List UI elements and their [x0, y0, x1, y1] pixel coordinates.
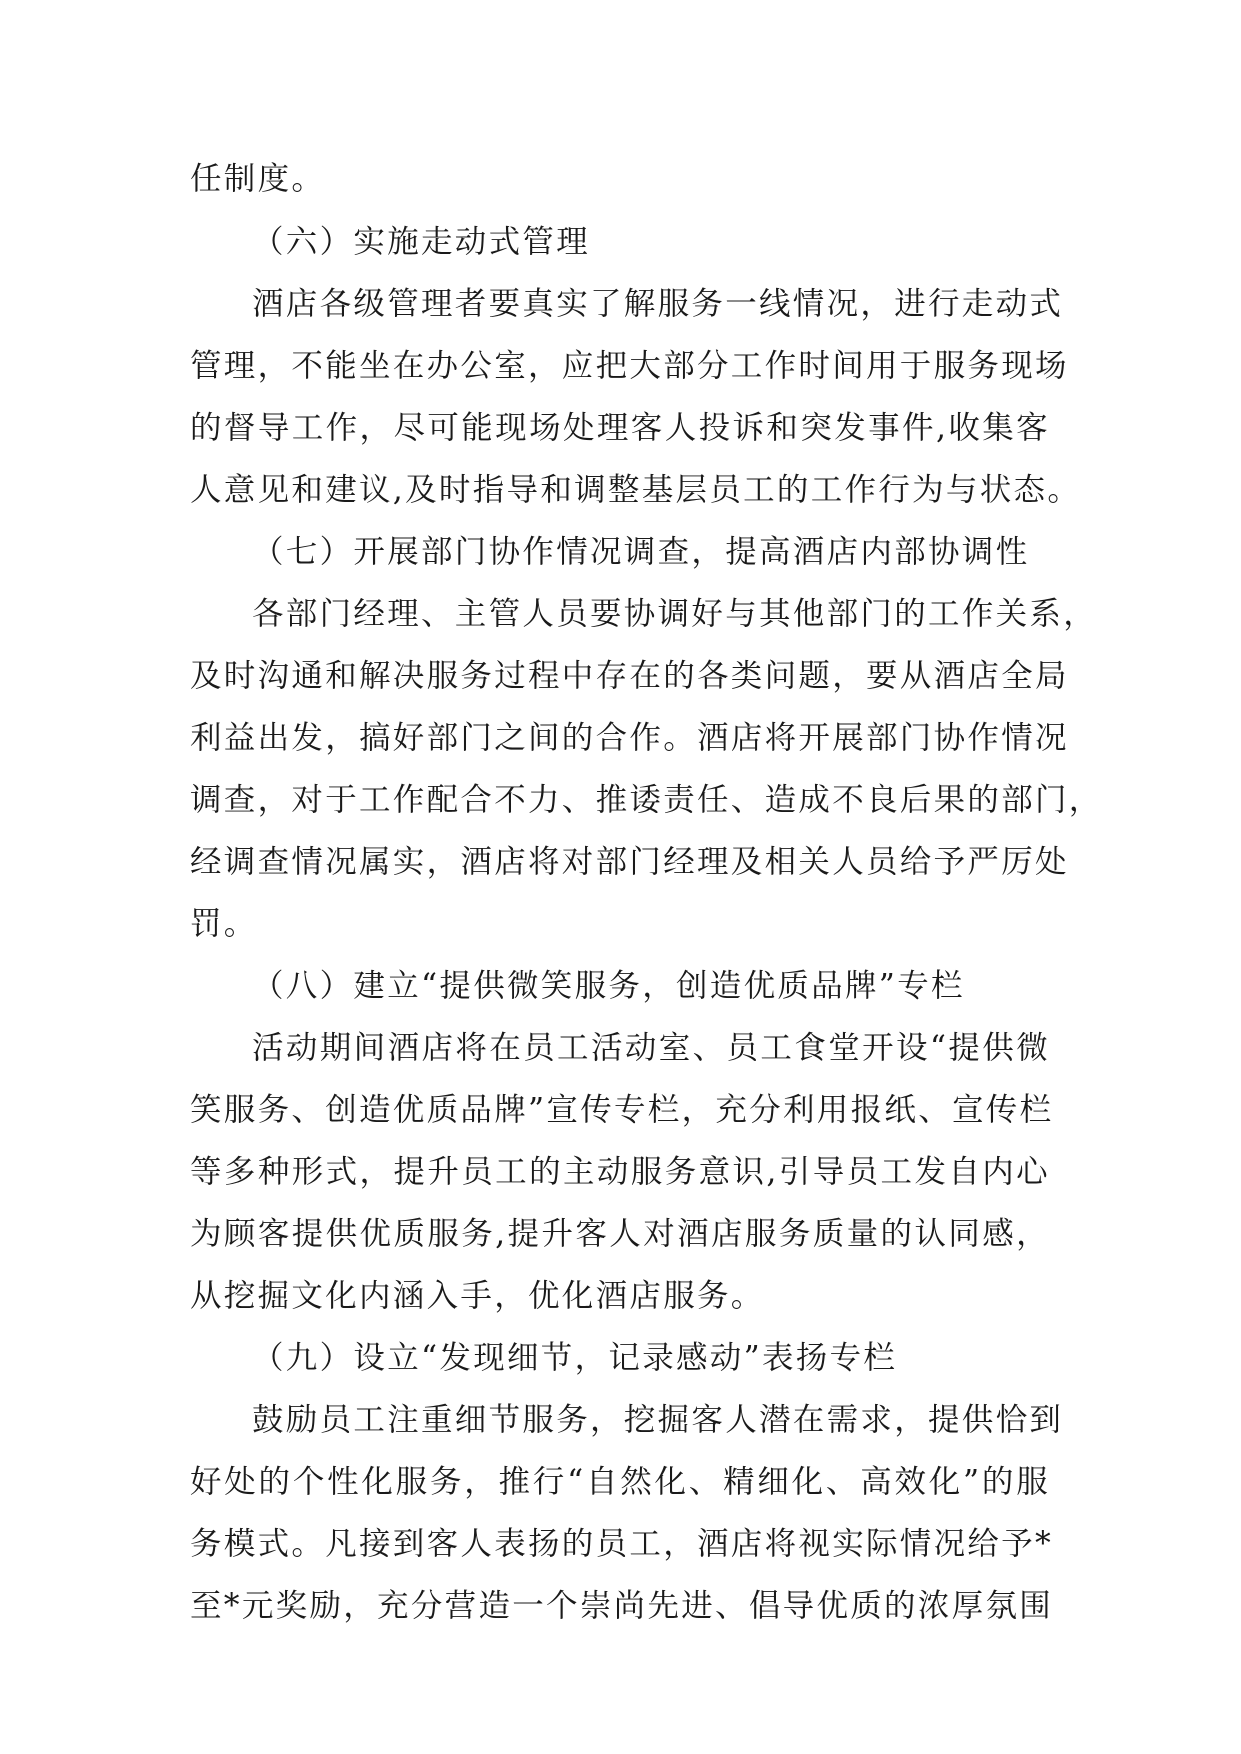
text-line: 调查，对于工作配合不力、推诿责任、造成不良后果的部门，	[190, 782, 1103, 818]
text-line: 等多种形式，提升员工的主动服务意识,引导员工发自内心	[190, 1154, 1050, 1190]
text-line: 及时沟通和解决服务过程中存在的各类问题，要从酒店全局	[190, 658, 1069, 694]
text-line: 至*元奖励，充分营造一个崇尚先进、倡导优质的浓厚氛围	[190, 1588, 1054, 1624]
text-line: 人意见和建议,及时指导和调整基层员工的工作行为与状态。	[190, 472, 1082, 508]
section-heading: （八）建立“提供微笑服务，创造优质品牌”专栏	[252, 968, 965, 1004]
text-line: 各部门经理、主管人员要协调好与其他部门的工作关系，	[252, 596, 1098, 632]
text-line: 罚。	[190, 906, 258, 942]
text-line: 的督导工作，尽可能现场处理客人投诉和突发事件,收集客	[190, 410, 1050, 446]
text-line: 利益出发，搞好部门之间的合作。酒店将开展部门协作情况	[190, 720, 1069, 756]
text-line: 管理，不能坐在办公室，应把大部分工作时间用于服务现场	[190, 348, 1069, 384]
text-line: 务模式。凡接到客人表扬的员工，酒店将视实际情况给予*	[190, 1526, 1054, 1562]
text-line: 酒店各级管理者要真实了解服务一线情况，进行走动式	[252, 286, 1064, 322]
section-heading: （九）设立“发现细节，记录感动”表扬专栏	[252, 1340, 898, 1376]
text-line: 为顾客提供优质服务,提升客人对酒店服务质量的认同感，	[190, 1216, 1050, 1252]
text-line: 活动期间酒店将在员工活动室、员工食堂开设“提供微	[252, 1030, 1050, 1066]
text-line: 任制度。	[190, 161, 326, 197]
text-line: 笑服务、创造优质品牌”宣传专栏，充分利用报纸、宣传栏	[190, 1092, 1054, 1128]
section-heading: （六）实施走动式管理	[252, 224, 591, 260]
text-line: 鼓励员工注重细节服务，挖掘客人潜在需求，提供恰到	[252, 1402, 1064, 1438]
text-line: 从挖掘文化内涵入手，优化酒店服务。	[190, 1278, 765, 1314]
text-line: 经调查情况属实，酒店将对部门经理及相关人员给予严厉处	[190, 844, 1069, 880]
text-line: 好处的个性化服务，推行“自然化、精细化、高效化”的服	[190, 1464, 1050, 1500]
section-heading: （七）开展部门协作情况调查，提高酒店内部协调性	[252, 534, 1030, 570]
